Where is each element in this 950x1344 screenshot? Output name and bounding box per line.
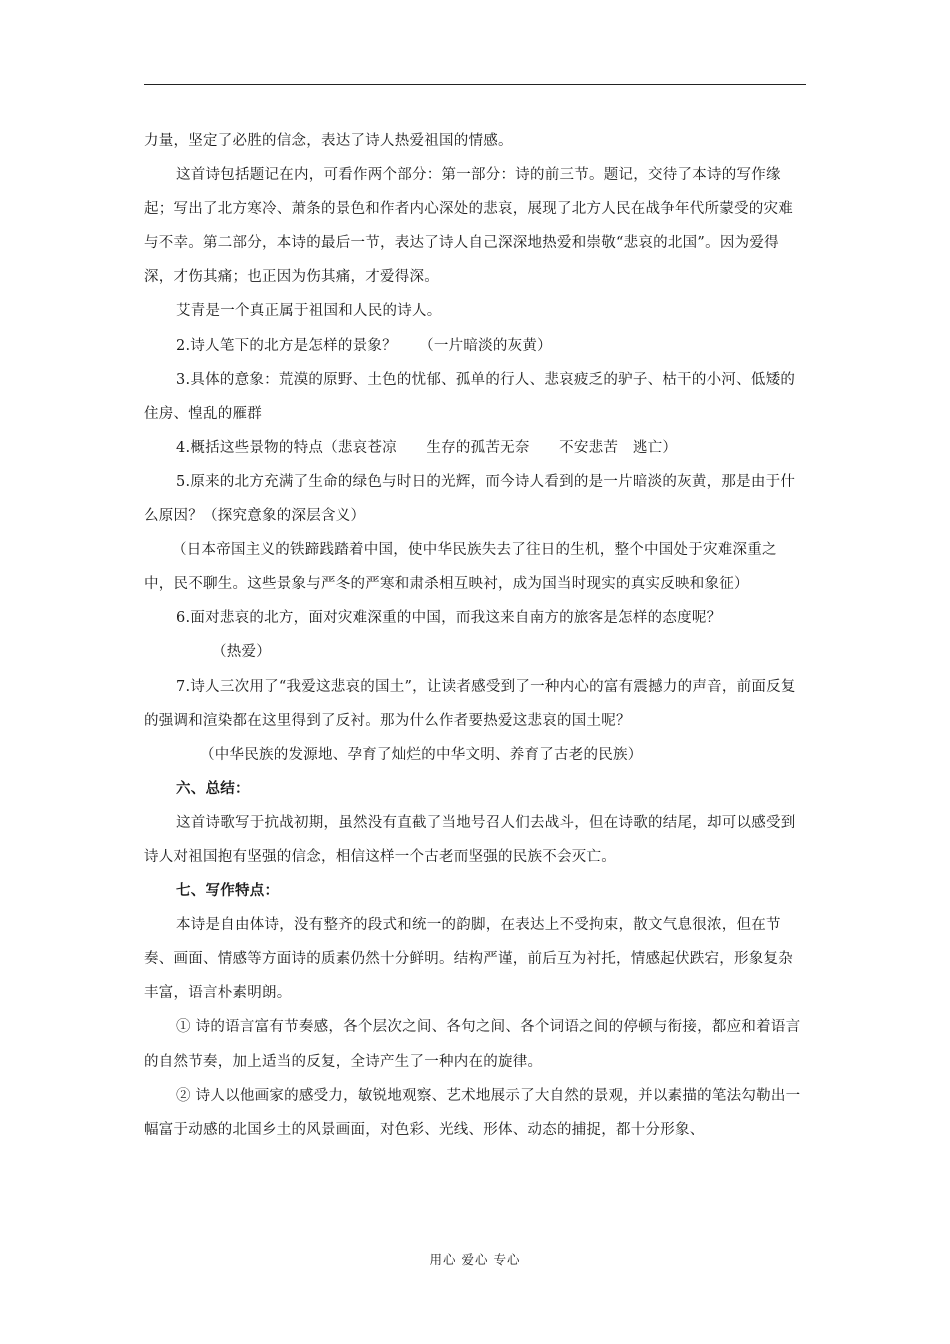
answer-5: （日本帝国主义的铁蹄践踏着中国，使中华民族失去了往日的生机，整个中国处于灾难深重之中，民不聊生。这些景象与严冬的严寒和肃杀相互映衬，成为国当时现实的真实反映和象征）	[144, 542, 777, 593]
answer-6: （热爱）	[212, 644, 271, 661]
document-body	[144, 124, 806, 1147]
features-paragraph: 本诗是自由体诗，没有整齐的段式和统一的韵脚，在表达上不受拘束，散文气息很浓，但在节奏、画面、情感等方面诗的质素仍然十分鲜明。结构严谨，前后互为衬托，情感起伏跌宕，形象复杂丰富，语言朴素明朗。	[144, 917, 793, 1002]
section-heading-features: 七、写作特点：	[176, 882, 280, 900]
question-2: 2.诗人笔下的北方是怎样的景象？ （一片暗淡的灰黄）	[176, 337, 552, 354]
paragraph-continuation: 力量，坚定了必胜的信念，表达了诗人热爱祖国的情感。	[144, 133, 513, 149]
header-rule	[144, 84, 806, 85]
paragraph-structure: 这首诗包括题记在内，可看作两个部分：第一部分：诗的前三节。题记，交待了本诗的写作缘起；写出了北方寒冷、萧条的景色和作者内心深处的悲哀，展现了北方人民在战争年代所蒙受的灾难与不幸。第二部分，本诗的最后一节，表达了诗人自己深深地热爱和崇敬“悲哀的北国”。因为爱得深，才伤其痛；也正因为伤其痛，才爱得深。	[144, 167, 793, 286]
question-5: 5.原来的北方充满了生命的绿色与时日的光辉，而今诗人看到的是一片暗淡的灰黄，那是由于什么原因？（探究意象的深层含义）	[144, 473, 796, 525]
question-3: 3.具体的意象：荒漠的原野、土色的忧郁、孤单的行人、悲哀疲乏的驴子、枯干的小河、低矮的住房、惶乱的雁群	[144, 371, 796, 422]
page-footer: 用心 爱心 专心	[429, 1252, 521, 1267]
answer-7: （中华民族的发源地、孕育了灿烂的中华文明、养育了古老的民族）	[200, 746, 643, 763]
section-heading-summary: 六、总结：	[176, 779, 250, 797]
question-4: 4.概括这些景物的特点（悲哀苍凉 生存的孤苦无奈 不安悲苦 逃亡）	[176, 439, 678, 456]
question-6: 6.面对悲哀的北方，面对灾难深重的中国，而我这来自南方的旅客是怎样的态度呢？	[176, 610, 722, 627]
question-7: 7.诗人三次用了“我爱这悲哀的国土”，让读者感受到了一种内心的富有震撼力的声音，前面反复的强调和渲染都在这里得到了反衬。那为什么作者要热爱这悲哀的国土呢？	[144, 678, 796, 729]
feature-item-1: ① 诗的语言富有节奏感，各个层次之间、各句之间、各个词语之间的停顿与衔接，都应和着语言的自然节奏，加上适当的反复，全诗产生了一种内在的旋律。	[144, 1019, 801, 1070]
summary-paragraph: 这首诗歌写于抗战初期，虽然没有直截了当地号召人们去战斗，但在诗歌的结尾，却可以感受到诗人对祖国抱有坚强的信念，相信这样一个古老而坚强的民族不会灭亡。	[144, 814, 796, 865]
paragraph-aiqing: 艾青是一个真正属于祖国和人民的诗人。	[176, 303, 442, 320]
feature-item-2: ② 诗人以他画家的感受力，敏锐地观察、艺术地展示了大自然的景观，并以素描的笔法勾勒出一幅富于动感的北国乡土的风景画面，对色彩、光线、形体、动态的捕捉，都十分形象、	[144, 1087, 801, 1138]
